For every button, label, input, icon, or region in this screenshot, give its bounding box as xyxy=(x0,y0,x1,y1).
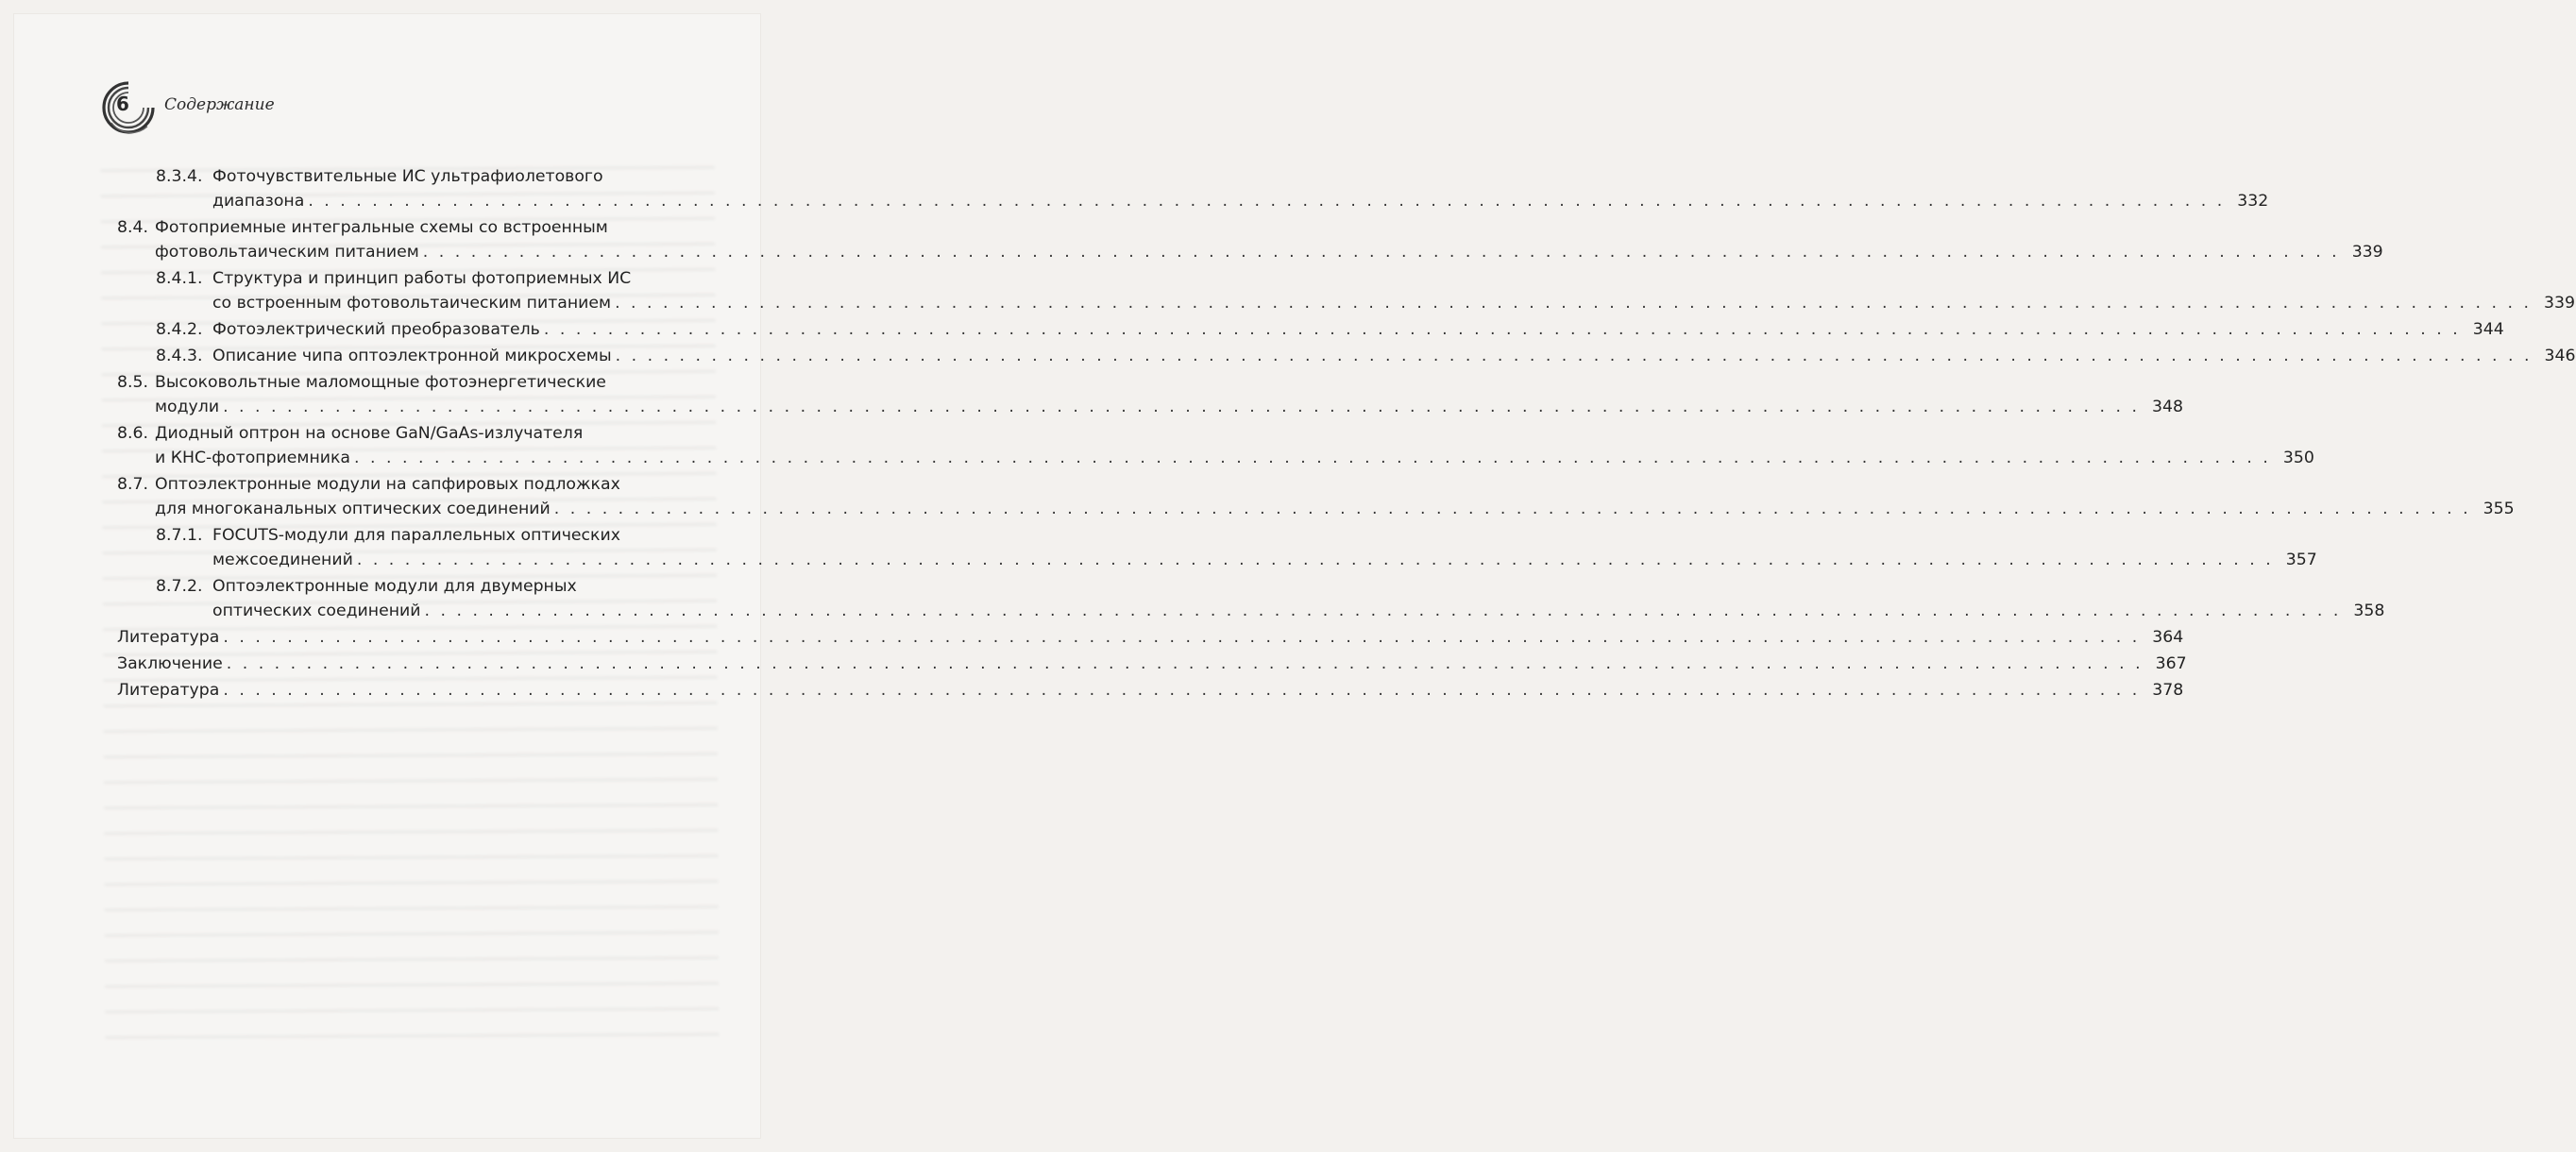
toc-entry[interactable] xyxy=(117,421,2314,470)
toc-entry-number: 8.6. xyxy=(117,424,148,443)
toc-entry-line xyxy=(117,497,2515,521)
toc-page-number: 367 xyxy=(2155,654,2187,673)
toc-page-number: 355 xyxy=(2483,500,2515,518)
toc-entry-line xyxy=(117,189,2269,213)
toc-entry-number: 8.7.1. xyxy=(156,526,203,545)
toc-entry-title: Заключение xyxy=(117,654,223,673)
toc-entry-title: Оптоэлектронные модули на сапфировых подложках xyxy=(155,475,620,494)
toc-entry-title: для многоканальных оптических соединений xyxy=(155,500,551,518)
toc-entry-line xyxy=(117,678,2184,703)
toc-entry-title: Структура и принцип работы фотоприемных ИС xyxy=(212,269,632,288)
toc-entry[interactable] xyxy=(117,523,2317,572)
toc-entry-line xyxy=(117,317,2504,342)
toc-entry-number: 8.5. xyxy=(117,373,148,392)
toc-entry-title: Высоковольтные маломощные фотоэнергетические xyxy=(155,373,606,392)
toc-entry-number: 8.4.1. xyxy=(156,269,203,288)
toc-entry-line xyxy=(117,164,740,189)
toc-entry[interactable] xyxy=(117,370,2183,419)
toc-entry-line xyxy=(117,344,2576,368)
toc-entry-number: 8.7.2. xyxy=(156,577,203,596)
toc-entry[interactable] xyxy=(117,652,2187,676)
toc-entry-line xyxy=(117,548,2317,572)
toc-entry-line xyxy=(117,240,2383,264)
toc-entry[interactable] xyxy=(117,678,2184,703)
toc-page-number: 332 xyxy=(2237,192,2269,211)
dot-leader: . . . . . . . . . . . . . . . . . . . . . . . . . . . . . . . . . . . . . . . . . . . . . . . . . . . . . . . . . . . . . . . . . . . . . . . . . . . . . . . . . . . . . . . . . . . . . . . . . . . . . . . . . . . . . . . . . . . . . . . . xyxy=(354,449,2271,467)
toc-entry-title: Фотоэлектрический преобразователь xyxy=(212,320,540,339)
dot-leader: . . . . . . . . . . . . . . . . . . . . . . . . . . . . . . . . . . . . . . . . . . . . . . . . . . . . . . . . . . . . . . . . . . . . . . . . . . . . . . . . . . . . . . . . . . . . . . . . . . . . . . . . . . . . . . . . . . . . . . . . xyxy=(543,320,2461,339)
toc-entry-line xyxy=(117,625,2184,650)
toc-entry-number: 8.3.4. xyxy=(156,167,203,186)
toc-entry[interactable] xyxy=(117,215,2383,264)
toc-entry-title: диапазона xyxy=(212,192,305,211)
toc-entry-number: 8.4. xyxy=(117,218,148,237)
toc-entry-line xyxy=(117,574,740,599)
toc-entry-line xyxy=(117,395,2183,419)
toc-entry-line xyxy=(117,266,740,291)
toc-entry-title: Литература xyxy=(117,681,220,700)
dot-leader: . . . . . . . . . . . . . . . . . . . . . . . . . . . . . . . . . . . . . . . . . . . . . . . . . . . . . . . . . . . . . . . . . . . . . . . . . . . . . . . . . . . . . . . . . . . . . . . . . . . . . . . . . . . . . . . . . . . . . . . . xyxy=(308,192,2226,211)
toc-entry-line xyxy=(117,523,740,548)
toc-entry[interactable] xyxy=(117,317,2504,342)
toc-entry-line xyxy=(117,291,2575,315)
toc-entry[interactable] xyxy=(117,625,2184,650)
toc-entry-line xyxy=(117,446,2314,470)
toc-entry-title: Литература xyxy=(117,628,220,647)
dot-leader: . . . . . . . . . . . . . . . . . . . . . . . . . . . . . . . . . . . . . . . . . . . . . . . . . . . . . . . . . . . . . . . . . . . . . . . . . . . . . . . . . . . . . . . . . . . . . . . . . . . . . . . . . . . . . . . . . . . . . . . . xyxy=(223,628,2141,647)
toc-entry-line xyxy=(117,421,740,446)
toc-entry-title: оптических соединений xyxy=(212,601,421,620)
toc-entry-line xyxy=(117,652,2187,676)
toc-entry[interactable] xyxy=(117,574,2385,623)
toc-page-number: 344 xyxy=(2472,320,2504,339)
toc-entry-line xyxy=(117,370,740,395)
running-title: Содержание xyxy=(164,95,275,114)
toc-page-number: 357 xyxy=(2285,551,2317,569)
toc-entry-title: FOCUTS-модули для параллельных оптических xyxy=(212,526,620,545)
toc-entry[interactable] xyxy=(117,344,2576,368)
toc-page-number: 339 xyxy=(2351,243,2383,262)
toc-page-number: 378 xyxy=(2152,681,2184,700)
toc-entry-line xyxy=(117,215,740,240)
toc-entry-title: фотовольтаическим питанием xyxy=(155,243,419,262)
toc-entry-title: модули xyxy=(155,398,220,416)
toc-entry-title: и КНС-фотоприемника xyxy=(155,449,351,467)
toc-entry-title: Описание чипа оптоэлектронной микросхемы xyxy=(212,347,612,365)
toc-entry[interactable] xyxy=(117,472,2515,521)
toc-page-number: 364 xyxy=(2152,628,2184,647)
table-of-contents xyxy=(117,164,2576,704)
page-header xyxy=(100,79,383,136)
toc-entry-title: Фотоприемные интегральные схемы со встроенным xyxy=(155,218,608,237)
toc-entry-line xyxy=(117,472,740,497)
toc-entry-title: Диодный оптрон на основе GaN/GaAs-излучателя xyxy=(155,424,584,443)
toc-entry-number: 8.4.3. xyxy=(156,347,203,365)
dot-leader: . . . . . . . . . . . . . . . . . . . . . . . . . . . . . . . . . . . . . . . . . . . . . . . . . . . . . . . . . . . . . . . . . . . . . . . . . . . . . . . . . . . . . . . . . . . . . . . . . . . . . . . . . . . . . . . . . . . . . . . . xyxy=(615,294,2532,313)
dot-leader: . . . . . . . . . . . . . . . . . . . . . . . . . . . . . . . . . . . . . . . . . . . . . . . . . . . . . . . . . . . . . . . . . . . . . . . . . . . . . . . . . . . . . . . . . . . . . . . . . . . . . . . . . . . . . . . . . . . . . . . . xyxy=(223,398,2140,416)
book-page xyxy=(13,13,2576,1139)
toc-gap xyxy=(117,703,740,704)
toc-page-number: 358 xyxy=(2353,601,2385,620)
toc-page-number: 350 xyxy=(2282,449,2314,467)
toc-entry[interactable] xyxy=(117,266,2575,315)
dot-leader: . . . . . . . . . . . . . . . . . . . . . . . . . . . . . . . . . . . . . . . . . . . . . . . . . . . . . . . . . . . . . . . . . . . . . . . . . . . . . . . . . . . . . . . . . . . . . . . . . . . . . . . . . . . . . . . . . . . . . . . . xyxy=(223,681,2141,700)
toc-entry-title: со встроенным фотовольтаическим питанием xyxy=(212,294,612,313)
dot-leader: . . . . . . . . . . . . . . . . . . . . . . . . . . . . . . . . . . . . . . . . . . . . . . . . . . . . . . . . . . . . . . . . . . . . . . . . . . . . . . . . . . . . . . . . . . . . . . . . . . . . . . . . . . . . . . . . . . . . . . . . xyxy=(422,243,2340,262)
toc-page-number: 339 xyxy=(2543,294,2575,313)
dot-leader: . . . . . . . . . . . . . . . . . . . . . . . . . . . . . . . . . . . . . . . . . . . . . . . . . . . . . . . . . . . . . . . . . . . . . . . . . . . . . . . . . . . . . . . . . . . . . . . . . . . . . . . . . . . . . . . . . . . . . . . . xyxy=(615,347,2533,365)
toc-page-number: 348 xyxy=(2151,398,2183,416)
toc-entry-title: Фоточувствительные ИС ультрафиолетового xyxy=(212,167,603,186)
toc-entry-title: Оптоэлектронные модули для двумерных xyxy=(212,577,577,596)
toc-entry-title: межсоединений xyxy=(212,551,353,569)
page-number: 6 xyxy=(116,93,129,115)
toc-entry[interactable] xyxy=(117,164,2269,213)
dot-leader: . . . . . . . . . . . . . . . . . . . . . . . . . . . . . . . . . . . . . . . . . . . . . . . . . . . . . . . . . . . . . . . . . . . . . . . . . . . . . . . . . . . . . . . . . . . . . . . . . . . . . . . . . . . . . . . . . . . . . . . . xyxy=(553,500,2471,518)
toc-entry-number: 8.4.2. xyxy=(156,320,203,339)
toc-entry-line xyxy=(117,599,2385,623)
toc-entry-number: 8.7. xyxy=(117,475,148,494)
dot-leader: . . . . . . . . . . . . . . . . . . . . . . . . . . . . . . . . . . . . . . . . . . . . . . . . . . . . . . . . . . . . . . . . . . . . . . . . . . . . . . . . . . . . . . . . . . . . . . . . . . . . . . . . . . . . . . . . . . . . . . . . xyxy=(356,551,2274,569)
dot-leader: . . . . . . . . . . . . . . . . . . . . . . . . . . . . . . . . . . . . . . . . . . . . . . . . . . . . . . . . . . . . . . . . . . . . . . . . . . . . . . . . . . . . . . . . . . . . . . . . . . . . . . . . . . . . . . . . . . . . . . . . xyxy=(424,601,2342,620)
toc-page-number: 346 xyxy=(2544,347,2576,365)
dot-leader: . . . . . . . . . . . . . . . . . . . . . . . . . . . . . . . . . . . . . . . . . . . . . . . . . . . . . . . . . . . . . . . . . . . . . . . . . . . . . . . . . . . . . . . . . . . . . . . . . . . . . . . . . . . . . . . . . . . . . . . . xyxy=(226,654,2144,673)
